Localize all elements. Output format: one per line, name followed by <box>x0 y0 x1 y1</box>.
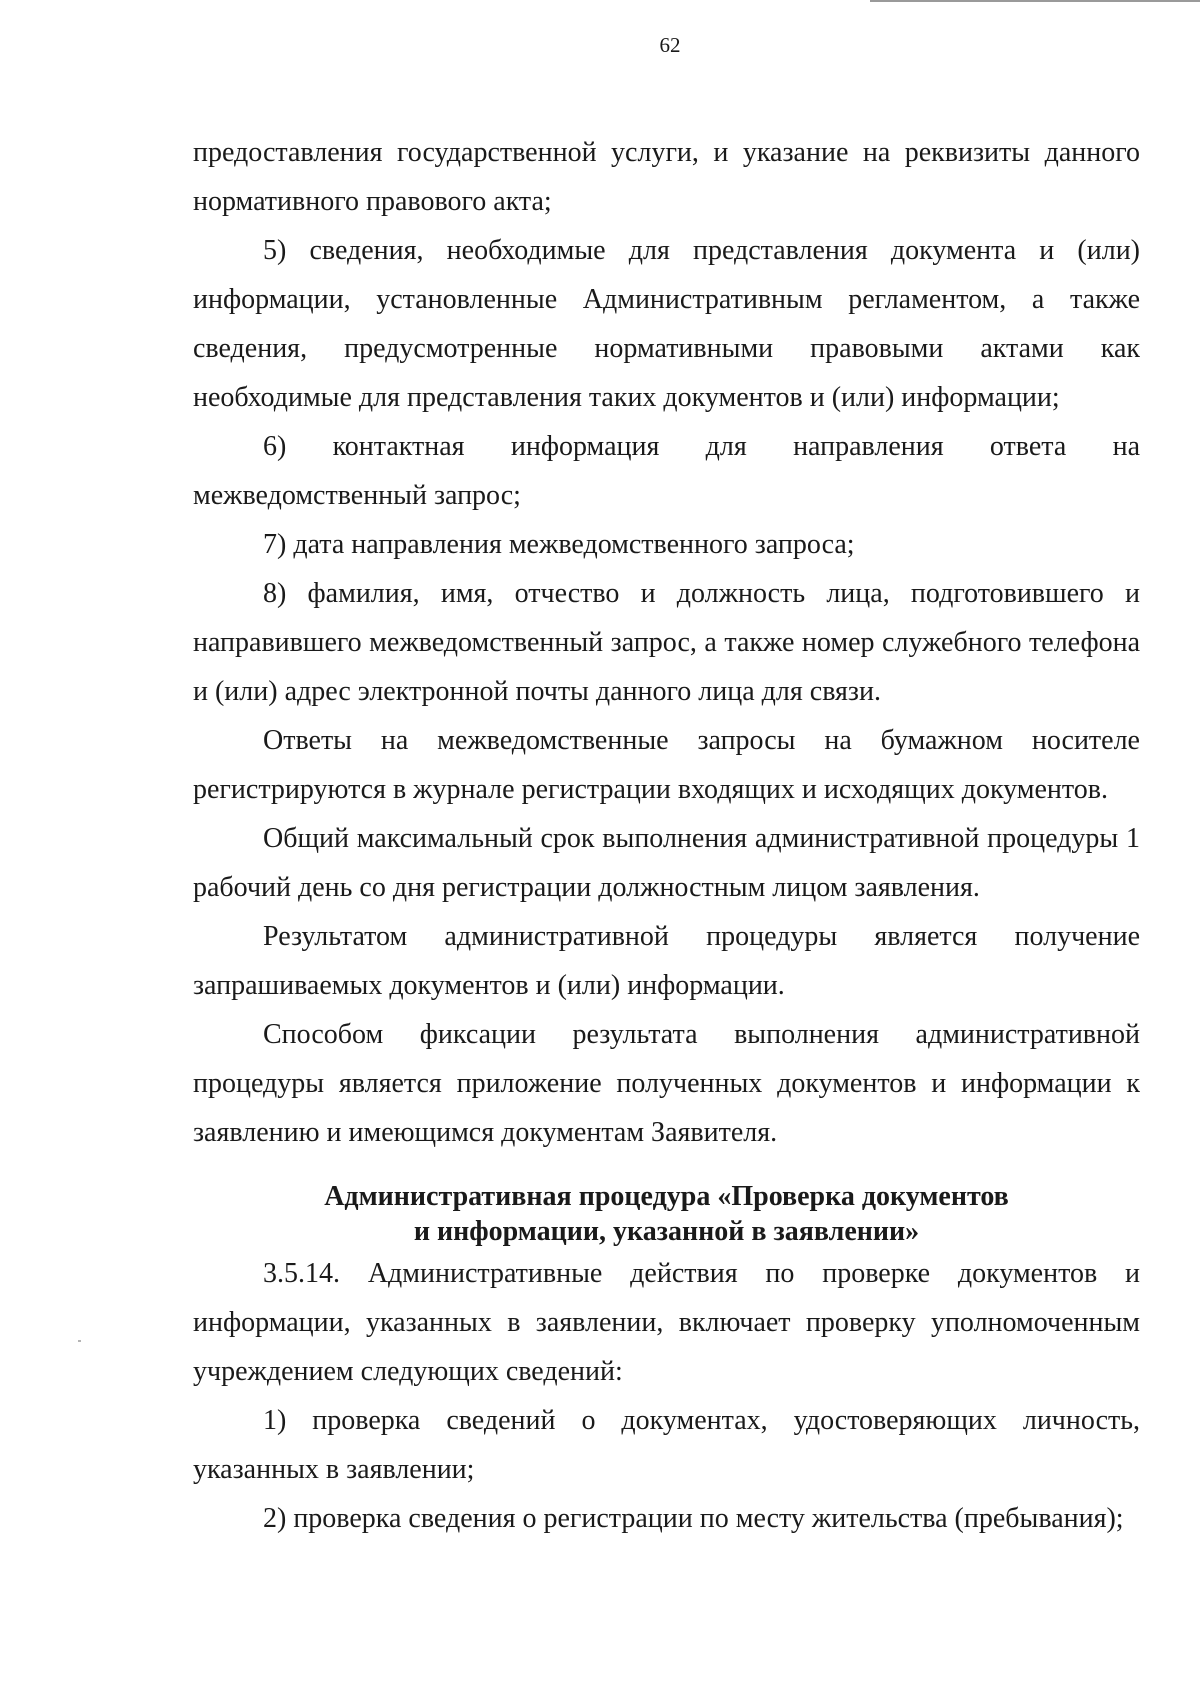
paragraph-answers: Ответы на межведомственные запросы на бумажном носителе регистрируются в журнале регистрации входящих и исходящих документов. <box>193 725 1140 805</box>
paragraph-item-6: 6) контактная информация для направления ответа на межведомственный запрос; <box>193 431 1140 511</box>
paragraph-fixation: Способом фиксации результата выполнения административной процедуры является приложение полученных документов и информации к заявлению и имеющимся документам Заявителя. <box>193 1019 1140 1148</box>
paragraph-3-5-14: 3.5.14. Административные действия по проверке документов и информации, указанных в заявлении, включает проверку уполномоченным учреждением следующих сведений: <box>193 1258 1140 1387</box>
paragraph-continuation: предоставления государственной услуги, и указание на реквизиты данного нормативного правового акта; <box>193 137 1140 217</box>
page-number: 62 <box>659 33 681 57</box>
scan-speck <box>78 1340 81 1342</box>
paragraph-check-2: 2) проверка сведения о регистрации по месту жительства (пребывания); <box>263 1503 1124 1534</box>
body-section-after-heading <box>193 1249 1140 1543</box>
paragraph-max-term: Общий максимальный срок выполнения административной процедуры 1 рабочий день со дня регистрации должностным лицом заявления. <box>193 823 1140 903</box>
section-heading-line-2: и информации, указанной в заявлении» <box>413 1216 920 1247</box>
document-body <box>193 128 1140 1543</box>
paragraph-item-8: 8) фамилия, имя, отчество и должность лица, подготовившего и направившего межведомственный запрос, а также номер служебного телефона и (или) адрес электронной почты данного лица для связи. <box>193 578 1140 707</box>
paragraph-item-5: 5) сведения, необходимые для представления документа и (или) информации, установленные Административным регламентом, а также сведения, предусмотренные нормативными правовыми актами как необходимые для представления таких документов и (или) информации; <box>193 235 1140 413</box>
section-heading-line-1: Административная процедура «Проверка документов <box>324 1181 1009 1212</box>
paragraph-check-1: 1) проверка сведений о документах, удостоверяющих личность, указанных в заявлении; <box>193 1405 1140 1485</box>
scan-edge-line <box>870 0 1200 2</box>
paragraph-result: Результатом административной процедуры является получение запрашиваемых документов и (или) информации. <box>193 921 1140 1001</box>
paragraph-item-7: 7) дата направления межведомственного запроса; <box>263 529 855 560</box>
body-section-before-heading <box>193 128 1140 1157</box>
section-heading <box>193 1179 1140 1249</box>
